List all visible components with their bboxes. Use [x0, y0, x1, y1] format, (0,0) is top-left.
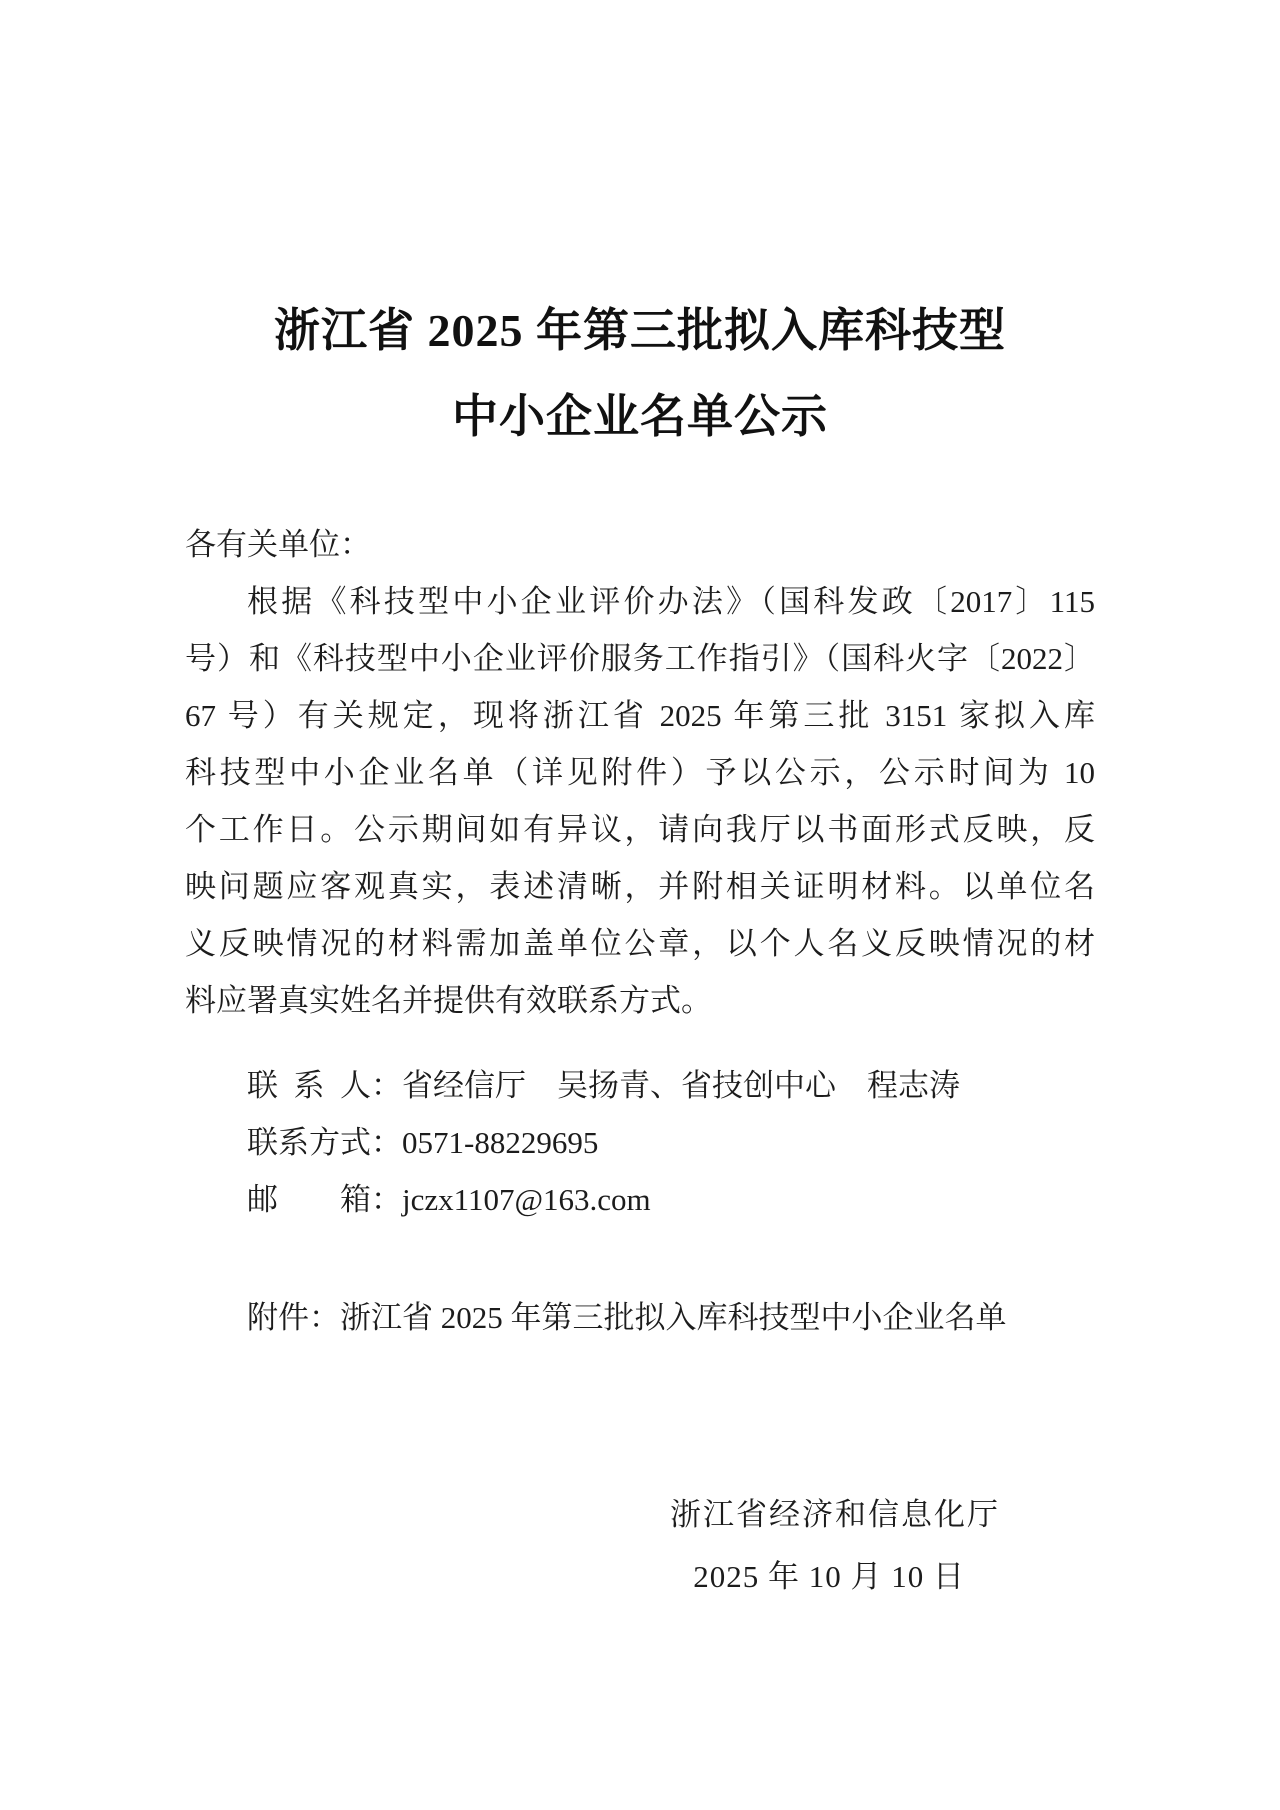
contact-row: [185, 1057, 1095, 1114]
document-body: [0, 516, 1280, 1608]
contact-value: 省经信厅 吴扬青、省技创中心 程志涛: [402, 1068, 960, 1103]
contact-row: [185, 1171, 1095, 1228]
paragraph-line: 义反映情况的材料需加盖单位公章，以个人名义反映情况的材: [185, 926, 1095, 961]
paragraph-line: 料应署真实姓名并提供有效联系方式。: [185, 983, 712, 1018]
signature-date: 2025 年 10 月 10 日: [693, 1559, 965, 1594]
main-paragraph: [185, 573, 1095, 1029]
contact-row: [185, 1114, 1095, 1171]
signature-block: [185, 1484, 1095, 1608]
paragraph-line: 67 号）有关规定，现将浙江省 2025 年第三批 3151 家拟入库: [185, 698, 1095, 733]
contact-block: [185, 1057, 1095, 1228]
paragraph-line: 映问题应客观真实，表述清晰，并附相关证明材料。以单位名: [185, 869, 1095, 904]
paragraph-line: 号）和《科技型中小企业评价服务工作指引》（国科火字〔2022〕: [185, 641, 1095, 676]
contact-label: 邮 箱：: [247, 1182, 402, 1217]
page-title: [0, 0, 1280, 460]
paragraph-line: 个工作日。公示期间如有异议，请向我厅以书面形式反映，反: [185, 812, 1095, 847]
paragraph-line: 科技型中小企业名单（详见附件）予以公示，公示时间为 10: [185, 755, 1095, 790]
salutation-text: 各有关单位：: [185, 527, 371, 562]
contact-value: jczx1107@163.com: [402, 1182, 651, 1217]
paragraph-line: 根据《科技型中小企业评价办法》（国科发政〔2017〕115: [247, 584, 1095, 619]
contact-value: 0571-88229695: [402, 1125, 599, 1160]
contact-label: 联系方式：: [247, 1125, 402, 1160]
attachment-line: 附件：浙江省 2025 年第三批拟入库科技型中小企业名单: [247, 1300, 1007, 1335]
title-line-1: 浙江省 2025 年第三批拟入库科技型: [274, 305, 1006, 356]
contact-label: 联 系 人：: [247, 1068, 402, 1103]
title-line-2: 中小企业名单公示: [452, 391, 828, 442]
signer-name: 浙江省经济和信息化厅: [670, 1497, 1000, 1532]
